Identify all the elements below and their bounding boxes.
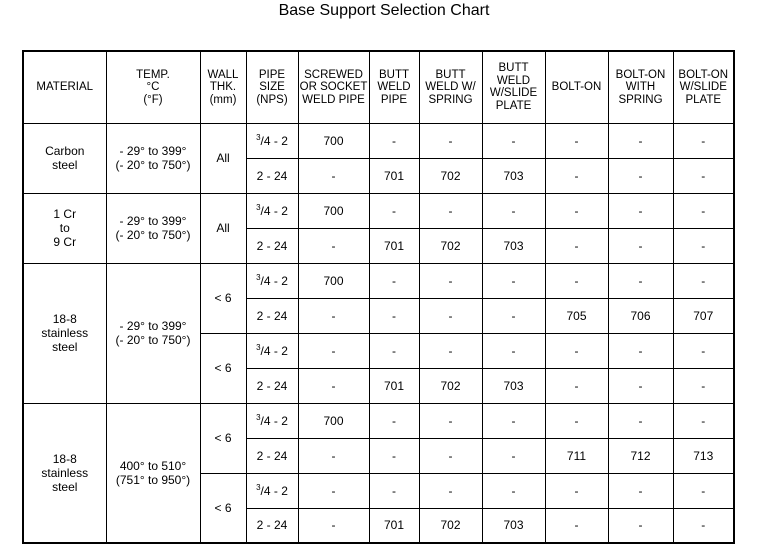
support-code-cell: -	[369, 333, 419, 368]
wall-thickness-cell: All	[200, 193, 246, 263]
support-code-cell: -	[369, 403, 419, 438]
size-range: - 2	[270, 483, 288, 498]
support-code-cell: -	[608, 123, 673, 158]
text-line: (- 20° to 750°)	[115, 158, 191, 172]
temp-cell	[106, 403, 200, 543]
size-range: 2 - 24	[256, 308, 288, 323]
text-line: stainless	[41, 326, 89, 340]
material-cell	[23, 193, 106, 263]
support-code-cell: -	[608, 333, 673, 368]
size-range: - 2	[270, 203, 288, 218]
fraction-denominator: 4	[263, 203, 271, 218]
size-range: - 2	[270, 343, 288, 358]
support-code-cell: -	[673, 123, 734, 158]
support-code-cell: -	[673, 263, 734, 298]
support-code-cell: 711	[545, 438, 608, 473]
text-line: Carbon	[45, 144, 85, 158]
wall-thickness-cell: < 6	[200, 333, 246, 403]
pipe-size-cell: $^3$/4 - 2	[246, 333, 298, 368]
temp-cell	[106, 123, 200, 193]
support-code-cell: 707	[673, 298, 734, 333]
support-code-cell: -	[608, 228, 673, 263]
support-code-cell: -	[298, 368, 369, 403]
support-code-cell: -	[545, 123, 608, 158]
wall-thickness-cell: All	[200, 123, 246, 193]
pipe-size-cell	[246, 368, 298, 403]
pipe-size-cell	[246, 508, 298, 543]
text-line: 400° to 510°	[119, 458, 187, 473]
support-code-cell: -	[673, 473, 734, 508]
support-code-cell: -	[673, 333, 734, 368]
support-code-cell: -	[608, 403, 673, 438]
support-code-cell: -	[369, 263, 419, 298]
support-code-cell: -	[298, 438, 369, 473]
support-code-cell: 701	[369, 508, 419, 543]
support-code-cell: 701	[369, 228, 419, 263]
size-range: 2 - 24	[256, 378, 288, 393]
fraction-numerator: 3	[256, 132, 261, 142]
text-line: - 29° to 399°	[119, 319, 187, 333]
support-code-cell: 702	[419, 368, 482, 403]
wall-thickness-cell: < 6	[200, 473, 246, 543]
text-line: stainless	[41, 465, 89, 480]
text-line: to	[59, 221, 70, 235]
table-row	[23, 403, 734, 438]
support-code-cell: -	[545, 263, 608, 298]
fraction-denominator: 4	[263, 483, 271, 498]
support-code-cell: -	[298, 298, 369, 333]
header-wall-thickness: WALL THK. (mm)	[200, 51, 246, 123]
fraction-denominator: 4	[263, 343, 271, 358]
support-code-cell: -	[608, 193, 673, 228]
pipe-size-cell	[246, 438, 298, 473]
support-code-cell: -	[608, 473, 673, 508]
support-code-cell: 705	[545, 298, 608, 333]
support-code-cell: -	[298, 228, 369, 263]
support-code-cell: 702	[419, 508, 482, 543]
header-butt-weld-spring: BUTT WELD W/ SPRING	[419, 51, 482, 123]
support-code-cell: -	[419, 263, 482, 298]
text-line: 18-8	[52, 451, 77, 466]
pipe-size-cell: $^3$/4 - 2	[246, 473, 298, 508]
table-row	[23, 193, 734, 228]
support-code-cell: -	[608, 508, 673, 543]
pipe-size-cell	[246, 298, 298, 333]
header-pipe-size: PIPE SIZE (NPS)	[246, 51, 298, 123]
support-code-cell: -	[673, 403, 734, 438]
support-code-cell: -	[545, 473, 608, 508]
material-cell	[23, 123, 106, 193]
header-screwed-socket: SCREWED OR SOCKET WELD PIPE	[298, 51, 369, 123]
fraction-denominator: 4	[263, 133, 271, 148]
size-range: - 2	[270, 413, 288, 428]
support-code-cell: -	[482, 193, 545, 228]
material-cell	[23, 263, 106, 403]
wall-thickness-cell: < 6	[200, 263, 246, 333]
support-code-cell: -	[298, 333, 369, 368]
text-line: - 29° to 399°	[119, 144, 187, 158]
support-code-cell: -	[673, 228, 734, 263]
size-range: - 2	[270, 273, 288, 288]
pipe-size-cell: $^3$/4 - 2	[246, 193, 298, 228]
support-code-cell: -	[482, 298, 545, 333]
support-code-cell: 703	[482, 508, 545, 543]
text-line: steel	[52, 479, 78, 494]
support-code-cell: 700	[298, 193, 369, 228]
support-code-cell: 701	[369, 158, 419, 193]
support-code-cell: -	[545, 193, 608, 228]
support-code-cell: -	[545, 508, 608, 543]
support-code-cell: -	[298, 158, 369, 193]
header-row	[23, 51, 734, 123]
material-cell	[23, 403, 106, 543]
header-bolt-on-slide-plate: BOLT-ON W/SLIDE PLATE	[673, 51, 734, 123]
support-code-cell: -	[608, 158, 673, 193]
size-range: 2 - 24	[256, 238, 288, 253]
support-code-cell: 713	[673, 438, 734, 473]
support-code-cell: 703	[482, 228, 545, 263]
pipe-size-cell: $^3$/4 - 2	[246, 403, 298, 438]
support-code-cell: -	[673, 193, 734, 228]
support-code-cell: 700	[298, 123, 369, 158]
support-code-cell: -	[608, 263, 673, 298]
support-code-cell: -	[545, 228, 608, 263]
support-code-cell: 703	[482, 368, 545, 403]
support-code-cell: -	[545, 333, 608, 368]
text-line: steel	[52, 340, 78, 354]
fraction-numerator: 3	[256, 342, 261, 352]
size-range: 2 - 24	[256, 518, 288, 533]
support-code-cell: -	[482, 473, 545, 508]
support-code-cell: -	[369, 438, 419, 473]
support-code-cell: 702	[419, 228, 482, 263]
support-code-cell: -	[545, 368, 608, 403]
support-code-cell: -	[673, 158, 734, 193]
support-code-cell: -	[298, 508, 369, 543]
support-code-cell: 700	[298, 263, 369, 298]
support-code-cell: -	[419, 403, 482, 438]
text-line: (- 20° to 750°)	[115, 333, 191, 347]
support-code-cell: -	[419, 123, 482, 158]
support-code-cell: -	[419, 193, 482, 228]
text-line: 18-8	[52, 312, 77, 326]
support-code-cell: -	[369, 473, 419, 508]
fraction-denominator: 4	[263, 273, 271, 288]
fraction-numerator: 3	[256, 202, 261, 212]
header-bolt-on-spring: BOLT-ON WITH SPRING	[608, 51, 673, 123]
support-code-cell: 712	[608, 438, 673, 473]
table-row	[23, 263, 734, 298]
pipe-size-cell	[246, 158, 298, 193]
support-code-cell: -	[369, 123, 419, 158]
support-code-cell: -	[673, 508, 734, 543]
fraction-numerator: 3	[256, 412, 261, 422]
chart-title: Base Support Selection Chart	[278, 2, 490, 19]
support-code-cell: -	[419, 438, 482, 473]
support-code-cell: -	[419, 473, 482, 508]
pipe-size-cell: $^3$/4 - 2	[246, 263, 298, 298]
support-code-cell: -	[482, 263, 545, 298]
header-butt-weld-pipe: BUTT WELD PIPE	[369, 51, 419, 123]
support-code-cell: -	[482, 438, 545, 473]
support-code-cell: -	[673, 368, 734, 403]
size-range: - 2	[270, 133, 288, 148]
support-code-cell: -	[482, 123, 545, 158]
size-range: 2 - 24	[256, 448, 288, 463]
support-code-cell: 706	[608, 298, 673, 333]
support-code-cell: -	[545, 403, 608, 438]
text-line: (751° to 950°)	[115, 472, 191, 487]
support-code-cell: -	[369, 298, 419, 333]
fraction-denominator: 4	[263, 413, 271, 428]
header-material: MATERIAL	[23, 51, 106, 123]
support-code-cell: -	[545, 158, 608, 193]
support-code-cell: 700	[298, 403, 369, 438]
support-code-cell: 702	[419, 158, 482, 193]
support-code-cell: -	[608, 368, 673, 403]
temp-cell	[106, 193, 200, 263]
support-code-cell: -	[482, 333, 545, 368]
header-butt-weld-slide-plate: BUTT WELD W/SLIDE PLATE	[482, 51, 545, 123]
table-row	[23, 123, 734, 158]
text-line: 9 Cr	[53, 235, 77, 249]
support-code-cell: -	[419, 298, 482, 333]
header-bolt-on: BOLT-ON	[545, 51, 608, 123]
support-code-cell: -	[298, 473, 369, 508]
wall-thickness-cell: < 6	[200, 403, 246, 473]
pipe-size-cell: $^3$/4 - 2	[246, 123, 298, 158]
text-line: - 29° to 399°	[119, 214, 187, 228]
support-code-cell: -	[482, 403, 545, 438]
header-temp: TEMP. °C (°F)	[106, 51, 200, 123]
temp-cell	[106, 263, 200, 403]
fraction-numerator: 3	[256, 272, 261, 282]
support-code-cell: -	[419, 333, 482, 368]
text-line: 1 Cr	[53, 207, 77, 221]
size-range: 2 - 24	[256, 168, 288, 183]
fraction-numerator: 3	[256, 482, 261, 492]
selection-table	[22, 50, 735, 544]
support-code-cell: -	[369, 193, 419, 228]
pipe-size-cell	[246, 228, 298, 263]
text-line: (- 20° to 750°)	[115, 228, 191, 242]
support-code-cell: 703	[482, 158, 545, 193]
text-line: steel	[52, 158, 78, 172]
support-code-cell: 701	[369, 368, 419, 403]
